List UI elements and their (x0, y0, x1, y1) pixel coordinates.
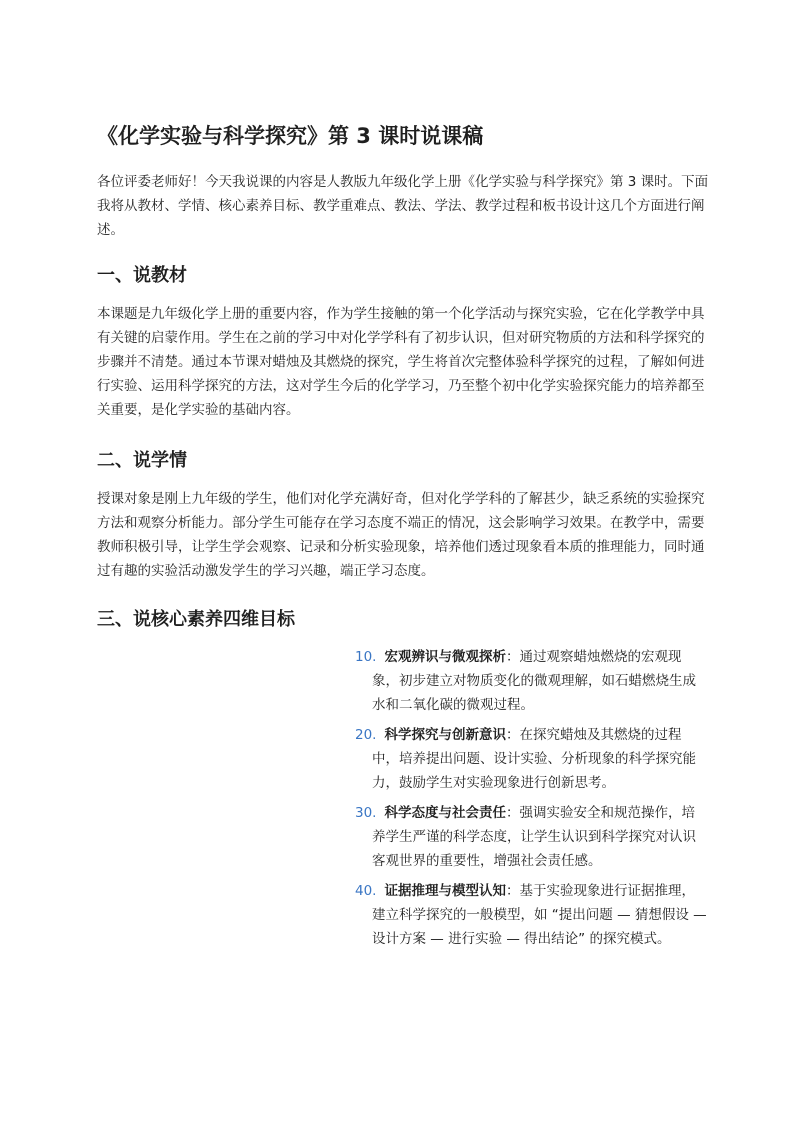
section-body-students: 授课对象是刚上九年级的学生，他们对化学充满好奇，但对化学学科的了解甚少，缺乏系统的实验探究方法和观察分析能力。部分学生可能存在学习态度不端正的情况，这会影响学习效果。在教学中，需要教师积极引导，让学生学会观察、记录和分析实验现象，培养他们透过现象看本质的推理能力，同时通过有趣的实验活动激发学生的学习兴趣，端正学习态度。 (97, 491, 705, 579)
goal-item (355, 801, 707, 873)
section-heading-textbook: 一、说教材 (97, 265, 187, 286)
intro-paragraph: 各位评委老师好！今天我说课的内容是人教版九年级化学上册《化学实验与科学探究》第 3 课时。下面我将从教材、学情、核心素养目标、教学重难点、教法、学法、教学过程和板书设计这几个方面进行阐述。 (97, 174, 709, 238)
goal-number: 30. (355, 805, 377, 821)
goal-item (355, 645, 707, 717)
goal-text: 强调实验安全和规范操作，培养学生严谨的科学态度，让学生认识到科学探究对认识客观世界的重要性，增强社会责任感。 (372, 805, 696, 869)
section-heading-students: 二、说学情 (97, 450, 187, 471)
goal-number: 20. (355, 727, 377, 743)
goal-name: 科学态度与社会责任 (384, 805, 506, 821)
goal-separator: ： (505, 805, 520, 821)
section-body-textbook: 本课题是九年级化学上册的重要内容，作为学生接触的第一个化学活动与探究实验，它在化学教学中具有关键的启蒙作用。学生在之前的学习中对化学学科有了初步认识，但对研究物质的方法和科学探究的步骤并不清楚。通过本节课对蜡烛及其燃烧的探究，学生将首次完整体验科学探究的过程，了解如何进行实验、运用科学探究的方法，这对学生今后的化学学习，乃至整个初中化学实验探究能力的培养都至关重要，是化学实验的基础内容。 (97, 306, 705, 418)
goal-item (355, 723, 707, 795)
goal-text: 在探究蜡烛及其燃烧的过程中，培养提出问题、设计实验、分析现象的科学探究能力，鼓励学生对实验现象进行创新思考。 (372, 727, 696, 791)
goal-number: 40. (355, 883, 377, 899)
goal-separator: ： (505, 727, 520, 743)
goal-text: 基于实验现象进行证据推理，建立科学探究的一般模型，如 “提出问题 — 猜想假设 — 设计方案 — 进行实验 — 得出结论” 的探究模式。 (372, 883, 707, 947)
goal-name: 证据推理与模型认知 (384, 883, 506, 899)
goal-text: 通过观察蜡烛燃烧的宏观现象，初步建立对物质变化的微观理解，如石蜡燃烧生成水和二氧化碳的微观过程。 (372, 649, 696, 713)
section-heading-goals: 三、说核心素养四维目标 (97, 609, 295, 630)
goals-list (355, 645, 707, 957)
goal-number: 10. (355, 649, 377, 665)
goal-separator: ： (505, 883, 520, 899)
goal-name: 宏观辨识与微观探析 (384, 649, 506, 665)
goal-item (355, 879, 707, 951)
goal-name: 科学探究与创新意识 (384, 727, 506, 743)
document-title: 《化学实验与科学探究》第 3 课时说课稿 (97, 124, 484, 148)
goal-separator: ： (505, 649, 520, 665)
